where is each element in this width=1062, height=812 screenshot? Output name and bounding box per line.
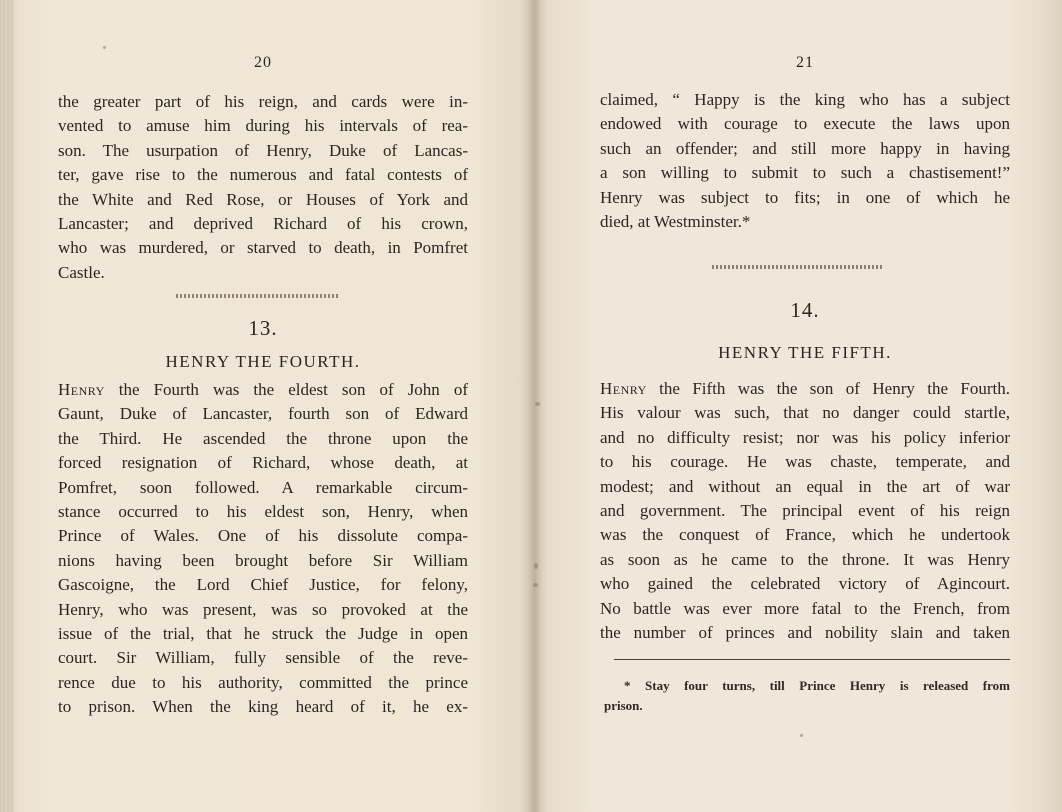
text-line [600, 377, 1010, 401]
text-line: and government. The principal event of his reign [600, 501, 1010, 521]
text-line: Gascoigne, the Lord Chief Justice, for felony, [58, 575, 468, 595]
text-line: Henry, who was present, was so provoked at the [58, 599, 468, 619]
drop-word: Henry [600, 379, 647, 398]
page-edges [0, 0, 14, 812]
text-line: died, at Westminster.* [600, 212, 751, 232]
text-line: modest; and without an equal in the art of war [600, 476, 1010, 496]
paper-speck [534, 563, 538, 569]
text-line: Gaunt, Duke of Lancaster, fourth son of Edward [58, 404, 468, 424]
text-line [58, 378, 468, 402]
footnote-line: prison. [604, 698, 643, 713]
text-line: claimed, “ Happy is the king who has a subject [600, 90, 1010, 109]
paper-speck [535, 402, 540, 406]
page-number-right: 21 [796, 54, 814, 71]
text-line: such an offender; and still more happy in having [600, 138, 1010, 158]
left-page [58, 0, 468, 812]
footnote-line: * Stay four turns, till Prince Henry is released from [624, 678, 1010, 693]
text-line: ter, gave rise to the numerous and fatal contests of [58, 165, 468, 185]
text-line: endowed with courage to execute the laws upon [600, 114, 1010, 134]
drop-word: Henry [58, 380, 105, 399]
text-line: Lancaster; and deprived Richard of his crown, [58, 214, 468, 234]
section-divider [176, 294, 340, 298]
right-continuation-text [600, 88, 1010, 234]
footnote [604, 676, 1010, 716]
text-line: a son willing to submit to such a chastisement!” [600, 163, 1010, 183]
text-line: the White and Red Rose, or Houses of York and [58, 189, 468, 209]
text-line: court. Sir William, fully sensible of the reve- [58, 648, 468, 668]
section-title: HENRY THE FIFTH. [718, 343, 892, 362]
right-page [600, 0, 1010, 812]
text-fragment: the Fourth was the eldest son of John of [104, 380, 468, 399]
section-title: HENRY THE FOURTH. [165, 352, 361, 371]
text-line: to prison. When the king heard of it, he ex- [58, 697, 468, 717]
left-continuation-text [58, 90, 468, 285]
text-line: issue of the trial, that he struck the Judge in open [58, 624, 468, 644]
text-line: forced resignation of Richard, whose death, at [58, 453, 468, 473]
text-line: Castle. [58, 262, 105, 282]
text-line: to his courage. He was chaste, temperate, and [600, 452, 1010, 472]
text-line: Pomfret, soon followed. A remarkable circum- [58, 477, 468, 497]
text-line: the number of princes and nobility slain and taken [600, 623, 1010, 643]
text-line: the greater part of his reign, and cards were in- [58, 92, 468, 111]
text-line: No battle was ever more fatal to the French, from [600, 598, 1010, 618]
footnote-rule [614, 659, 1010, 660]
text-line: rence due to his authority, committed the prince [58, 672, 468, 692]
paper-speck [800, 734, 803, 737]
text-fragment: the Fifth was the son of Henry the Fourth. [646, 379, 1010, 398]
paper-speck [103, 46, 106, 49]
section-divider [712, 265, 882, 269]
text-line: Henry was subject to fits; in one of which he [600, 187, 1010, 207]
text-line: nions having been brought before Sir William [58, 550, 468, 570]
text-line: stance occurred to his eldest son, Henry, when [58, 502, 468, 522]
text-line: His valour was such, that no danger could startle, [600, 403, 1010, 423]
text-line: the Third. He ascended the throne upon the [58, 428, 468, 448]
text-line: and no difficulty resist; nor was his policy inferior [600, 427, 1010, 447]
right-body-text [600, 377, 1010, 645]
text-line: who gained the celebrated victory of Agincourt. [600, 574, 1010, 594]
text-line: Prince of Wales. One of his dissolute compa- [58, 526, 468, 546]
page-number-left: 20 [254, 54, 272, 71]
section-number: 14. [790, 298, 820, 322]
text-line: as soon as he came to the throne. It was Henry [600, 549, 1010, 569]
paper-speck [533, 583, 538, 587]
left-body-text [58, 378, 468, 720]
section-number: 13. [248, 316, 278, 340]
text-line: was the conquest of France, which he undertook [600, 525, 1010, 545]
book-gutter [528, 0, 542, 812]
text-line: son. The usurpation of Henry, Duke of Lancas- [58, 140, 468, 160]
text-line: vented to amuse him during his intervals of rea- [58, 116, 468, 136]
text-line: who was murdered, or starved to death, in Pomfret [58, 238, 468, 258]
